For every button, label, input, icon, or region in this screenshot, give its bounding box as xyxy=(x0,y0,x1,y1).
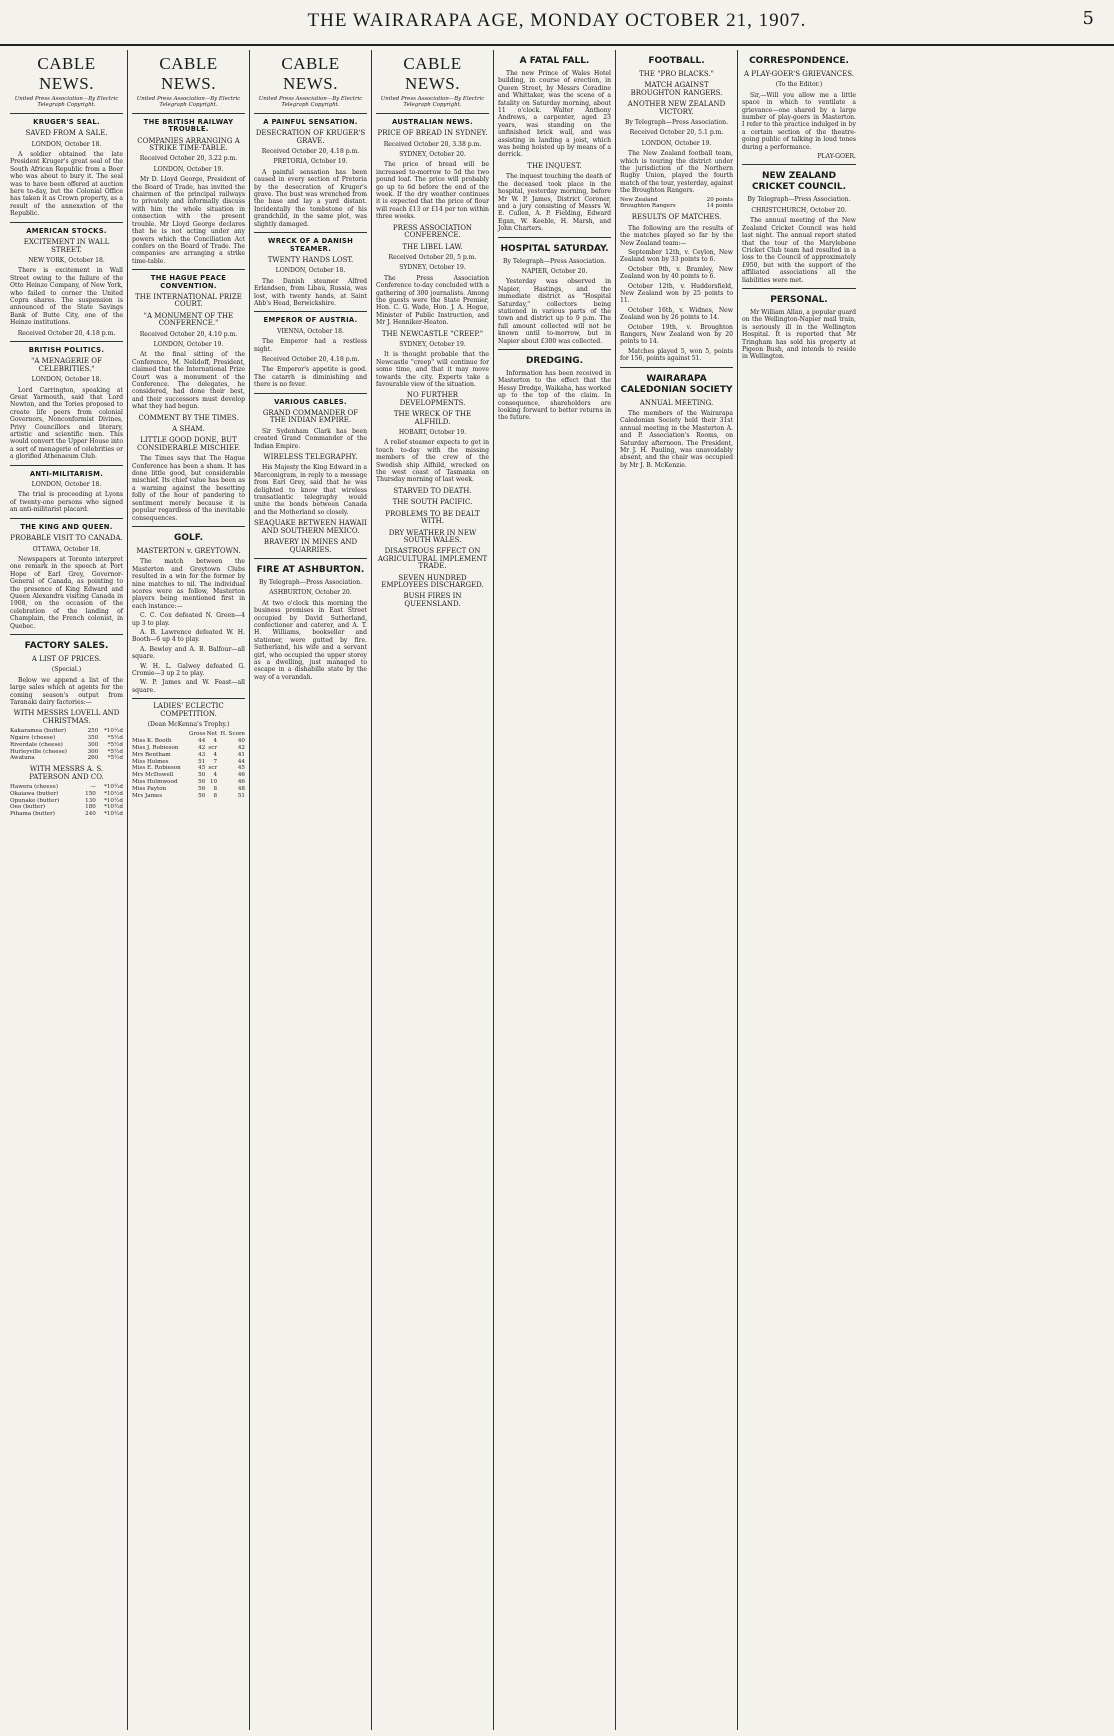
article-text: Lord Carrington, speaking at Great Yarmouth, said that Lord Newton, and the Tories proposed to create life peers from colonial Governors, Nonconformist Divines, Privy Councillors and literary, artistic and scientific men. This would convert the Upper House into a sort of menagerie of celebrities or a glorified Athenaeum Club. xyxy=(10,386,123,461)
article-subheading: NO FURTHER DEVELOPMENTS. xyxy=(399,391,466,407)
article-text: The match between the Masterton and Greytown Clubs resulted in a win for the former by nine matches to nil. The individual scores were as follow, Masterton players being mentioned first in each instance:— xyxy=(132,558,245,610)
article-heading: WAIRARAPA CALEDONIAN SOCIETY xyxy=(620,373,733,395)
golf-result: W. P. James and W. Feast—all square. xyxy=(132,679,245,694)
received-line: Received October 20, 5 p.m. xyxy=(388,253,477,261)
article-subheading: A LIST OF PRICES. xyxy=(31,654,102,663)
received-line: Received October 20, 5.1 p.m. xyxy=(629,129,724,137)
article-heading: PERSONAL. xyxy=(770,294,828,305)
article-heading: THE BRITISH RAILWAY TROUBLE. xyxy=(143,117,234,134)
received-line: Received October 20, 3.38 p.m. xyxy=(383,140,482,148)
column-title: CABLE NEWS. xyxy=(37,54,96,93)
article-subheading: RESULTS OF MATCHES. xyxy=(631,213,722,222)
table-row: Mrs James 50 8 51 xyxy=(132,792,245,799)
table-row: Riverdale (cheese) 300 *5½d xyxy=(10,741,123,748)
table-header: Gross Net H. Score xyxy=(189,731,245,738)
article-text: There is excitement in Wall Street owing to the failure of the Otto Heinze Company, of New York, who failed to corner the United Copra shares. The suspension is announced of the State Savings Bank of Butte City, one of the Heinze institutions. xyxy=(10,267,123,327)
match-result: September 12th, v. Ceylon, New Zealand won by 33 points to 6. xyxy=(620,248,733,264)
dateline: HOBART, October 19. xyxy=(398,429,467,437)
dateline: LONDON, October 19. xyxy=(641,139,712,147)
received-line: Received October 20, 4.18 p.m. xyxy=(17,329,116,337)
article-heading: AUSTRALIAN NEWS. xyxy=(392,117,473,126)
table-row: Miss Holmes 51 7 44 xyxy=(132,758,245,765)
article-text: Sir Sydenham Clark has been created Grand Commander of the Indian Empire. xyxy=(254,427,367,450)
article-heading: FIRE AT ASHBURTON. xyxy=(256,564,365,575)
table-row: New Zealand 20 points xyxy=(620,196,733,203)
article-text: Below we append a list of the large sales which at agents for the coming season's output from Taranaki dairy factories:— xyxy=(10,676,123,706)
ladies-score-table xyxy=(132,731,245,799)
article-text: The Emperor's appetite is good. The catarrh is diminishing and there is no fever. xyxy=(254,366,367,389)
dateline: SYDNEY, October 20. xyxy=(399,151,466,159)
article-heading: ANTI-MILITARISM. xyxy=(29,469,104,478)
dateline: CHRISTCHURCH, October 20. xyxy=(751,206,847,214)
column-credit: United Press Association—By Electric Telegraph Copyright. xyxy=(258,96,363,109)
dateline: LONDON, October 18. xyxy=(275,267,346,275)
article-text: The price of bread will be increased to-morrow to 5d the two pound loaf. The price will probably go up to 6d before the end of the week. If the dry weather continues it is expected that the price of flour will reach £13 or £14 per ton within three weeks. xyxy=(376,161,489,221)
article-text: A soldier obtained the late President Kruger's great seal of the South African Republic from a Boer who was about to bury it. The seal was to have been offered at auction here to-day, but the Colonial Office has taken it as Crown property, as a result of the annexation of the Republic. xyxy=(10,151,123,218)
received-line: Received October 20, 4.18 p.m. xyxy=(261,148,360,156)
letter-address: (To the Editor.) xyxy=(775,81,823,89)
article-text: A painful sensation has been caused in every section of Pretoria by the desecration of Kruger's grave. The bust was wrenched from the base and lay a yard distant. Incidentally the tombstone of his grandchild, in the same plot, was slightly damaged. xyxy=(254,168,367,228)
article-subheading: A SHAM. xyxy=(172,425,205,434)
article-heading: HOSPITAL SATURDAY. xyxy=(500,243,609,254)
golf-result: A. B. Lawrence defeated W. H. Booth—6 up 4 to play. xyxy=(132,628,245,644)
dateline: LONDON, October 18. xyxy=(31,140,102,148)
article-subheading: STARVED TO DEATH. xyxy=(393,486,472,495)
article-text: The New Zealand football team, which is touring the district under the jurisdiction of the Northern Rugby Union, played the fourth match of the tour, yesterday, against the Broughton Rangers. xyxy=(620,150,733,195)
article-text: At two o'clock this morning the business premises in East Street occupied by David Sutherland, confectioner and caterer, and A. T. H. Williams, bookseller and stationer, were gutted by fire. Sutherland, his wife and a servant girl, who occupied the upper storey as a dwelling, just managed to escape in a dishabille state by the way of a verandah. xyxy=(254,599,367,681)
article-subheading: THE INQUEST. xyxy=(527,161,582,170)
received-line: Received October 20, 3.22 p.m. xyxy=(139,155,238,163)
article-heading: EMPEROR OF AUSTRIA. xyxy=(263,316,358,325)
article-text: The Emperor had a restless night. xyxy=(254,338,367,353)
column-7 xyxy=(738,50,860,1730)
score-table xyxy=(620,197,733,211)
column-title: CABLE NEWS. xyxy=(403,54,462,93)
article-heading: NEW ZEALAND CRICKET COUNCIL. xyxy=(751,171,847,193)
masthead-title: THE WAIRARAPA AGE, MONDAY OCTOBER 21, 1907. xyxy=(307,10,807,31)
article-subheading: "A MONUMENT OF THE CONFERENCE." xyxy=(143,311,234,328)
table-row: Broughton Rangers 14 points xyxy=(620,203,733,210)
received-line: Received October 20, 4.10 p.m. xyxy=(139,330,238,338)
table-row: Kakaramea (butter) 250 *10½d xyxy=(10,728,123,735)
table-row: Opunake (butter) 130 *10½d xyxy=(10,797,123,804)
match-result: October 19th, v. Broughton Rangers, New Zealand won by 20 points to 14. xyxy=(620,323,733,346)
table-row: Mrs Bentham 43 4 41 xyxy=(132,751,245,758)
article-heading: A PAINFUL SENSATION. xyxy=(263,117,358,126)
table-row: Miss E. Robieson 45 scr 45 xyxy=(132,765,245,772)
article-subheading: TWENTY HANDS LOST. xyxy=(267,255,354,264)
article-text: Mr D. Lloyd George, President of the Board of Trade, has invited the chairmen of the principal railways to privately and informally discuss with him the whole situation in connection with the present trouble. Mr Lloyd George declares that he is not acting under any powers which the Conciliation Act confers on the Board of Trade. The companies are arranging a strike time-table. xyxy=(132,176,245,265)
signature: PLAY-GOER. xyxy=(817,153,856,161)
article-subheading: THE WRECK OF THE ALFHILD. xyxy=(393,410,472,426)
article-subheading: ANNUAL MEETING. xyxy=(639,398,714,407)
article-subheading: THE "PRO BLACKS." xyxy=(639,70,714,78)
article-subheading: MASTERTON v. GREYTOWN. xyxy=(136,546,241,555)
dateline: VIENNA, October 18. xyxy=(277,327,344,335)
article-text: The Times says that The Hague Conference has been a sham. It has done little good, but considerable mischief. Its chief value has been as a warning against the besetting folly of the hour of pandering to sentiment merely because it is popular regardless of the inevitable consequences. xyxy=(132,455,245,522)
match-total: Matches played 5, won 5, points for 156, points against 51. xyxy=(620,347,733,363)
article-subheading: GRAND COMMANDER OF THE INDIAN EMPIRE. xyxy=(262,409,359,425)
article-heading: AMERICAN STOCKS. xyxy=(26,226,107,235)
byline: By Telegraph—Press Association. xyxy=(502,257,607,265)
article-subheading: DISASTROUS EFFECT ON AGRICULTURAL IMPLEMENT TRADE. xyxy=(377,547,488,571)
article-subheading: THE INTERNATIONAL PRIZE COURT. xyxy=(135,292,242,309)
article-text: Sir,—Will you allow me a little space in which to ventilate a grievance—one shared by a large number of play-goers in Masterton. I refer to the practice indulged in by a certain section of the theatre-going public of talking in loud tones during a performance. xyxy=(742,91,856,151)
article-heading: THE KING AND QUEEN. xyxy=(20,522,113,531)
dateline: PRETORIA, October 19. xyxy=(273,158,348,166)
table-row: Miss J. Robieson 42 scr 42 xyxy=(132,745,245,752)
article-heading: KRUGER'S SEAL. xyxy=(33,117,100,126)
table-row: Awatuna 260 *5½d xyxy=(10,755,123,762)
article-text: The Danish steamer Alfred Erlandsen, from Libau, Russia, was lost, with twenty hands, at Saint Abb's Head, Berwickshire. xyxy=(254,277,367,307)
article-text: Information has been received in Masterton to the effect that the Hessy Dredge, Waikaha, has worked up to the top of the claim. In consequence, shareholders are looking forward to better returns in the future. xyxy=(498,370,611,422)
article-subheading: SEAQUAKE BETWEEN HAWAII AND SOUTHERN MEXICO. xyxy=(254,519,367,535)
table-row: Miss K. Booth 44 4 40 xyxy=(132,738,245,745)
table-row: Pihama (butter) 240 *10½d xyxy=(10,811,123,818)
dateline: LONDON, October 19. xyxy=(153,165,224,173)
article-subheading: SEVEN HUNDRED EMPLOYEES DISCHARGED. xyxy=(381,573,484,589)
article-subheading: MATCH AGAINST BROUGHTON RANGERS. xyxy=(630,81,723,97)
article-subheading: THE NEWCASTLE "CREEP." xyxy=(381,329,484,338)
byline: By Telegraph—Press Association. xyxy=(624,119,729,127)
dateline: LONDON, October 18. xyxy=(31,481,102,489)
article-heading: FOOTBALL. xyxy=(648,56,705,66)
match-result: October 9th, v. Bramley, New Zealand won by 40 points to 6. xyxy=(620,265,733,281)
dateline: ASHBURTON, October 20. xyxy=(269,589,352,597)
article-subheading: BRAVERY IN MINES AND QUARRIES. xyxy=(263,538,358,554)
article-heading: WRECK OF A DANISH STEAMER. xyxy=(267,237,354,253)
article-heading: VARIOUS CABLES. xyxy=(274,397,347,406)
article-heading: GOLF. xyxy=(173,532,204,543)
column-title: CABLE NEWS. xyxy=(281,54,340,93)
article-subheading: PROBLEMS TO BE DEALT WITH. xyxy=(385,509,480,526)
column-title: CABLE NEWS. xyxy=(159,54,218,93)
article-text: His Majesty the King Edward in a Marconigram, in reply to a message from Earl Grey, said that he was delighted to know that wireless transatlantic telegraphy would unite the bonds between Canada and the Motherland so closely. xyxy=(254,464,367,516)
article-heading: BRITISH POLITICS. xyxy=(28,345,105,354)
article-text: Mr William Allan, a popular guard on the Wellington-Napier mail train, is seriously ill in the Wellington Hospital. It is reported that Mr Tringham has sold his property at Pigeon Bush, and intends to reside in Wellington. xyxy=(742,308,856,361)
byline: By Telegraph—Press Association. xyxy=(258,578,363,586)
article-text: At the final sitting of the Conference, M. Nelidoff, President, claimed that the International Prize Court was a monument of the Conference. The delegates, he considered, had done their best, and their successors must develop what they had begun. xyxy=(132,351,245,411)
article-heading: DREDGING. xyxy=(525,356,584,366)
sales-table xyxy=(10,728,123,762)
article-subheading: (Dean McKenna's Trophy.) xyxy=(147,721,230,729)
table-row: Hawera (cheese) — *10½d xyxy=(10,784,123,791)
match-result: October 12th, v. Huddersfield, New Zealand won by 25 points to 11. xyxy=(620,282,733,305)
article-subheading: ANOTHER NEW ZEALAND VICTORY. xyxy=(627,100,726,116)
table-row: Okaiawa (butter) 150 *10½d xyxy=(10,790,123,797)
column-credit: United Press Association—By Electric Telegraph Copyright. xyxy=(136,96,241,109)
column-4 xyxy=(372,50,494,1730)
dateline: OTTAWA, October 18. xyxy=(32,545,101,553)
page-number: 5 xyxy=(1082,8,1094,29)
column-6 xyxy=(616,50,738,1730)
dateline: SYDNEY, October 19. xyxy=(399,340,466,348)
article-subheading: PRESS ASSOCIATION CONFERENCE. xyxy=(392,223,473,240)
dateline: SYDNEY, October 19. xyxy=(399,264,466,272)
article-subheading: COMPANIES ARRANGING A STRIKE TIME-TABLE. xyxy=(137,136,240,153)
dateline: NAPIER, October 20. xyxy=(521,267,588,275)
article-heading: CORRESPONDENCE. xyxy=(749,56,849,66)
column-3 xyxy=(250,50,372,1730)
golf-result: A. Bewley and A. B. Balfour—all square. xyxy=(132,645,245,661)
table-row: Hurleyville (cheese) 300 *5½d xyxy=(10,748,123,755)
article-text: The inquest touching the death of the deceased took place in the hospital, yesterday morning, before Mr W. P. James, District Coroner, and a jury consisting of Messrs W. E. Cullen, A. P. Fielding, Edward Egan, W. Keeble, H. Marsh, and John Charters. xyxy=(498,173,611,233)
dateline: NEW YORK, October 18. xyxy=(28,256,105,264)
column-1 xyxy=(6,50,128,1730)
article-subheading: THE LIBEL LAW. xyxy=(402,242,463,251)
article-subheading: WIRELESS TELEGRAPHY. xyxy=(263,453,358,462)
golf-result: W. H. L. Galwey defeated G. Cromie—3 up 2 to play. xyxy=(132,662,245,677)
table-row: Ngaire (cheese) 350 *5½d xyxy=(10,735,123,742)
byline: By Telegraph—Press Association. xyxy=(747,196,851,204)
column-grid xyxy=(6,50,1108,1730)
article-subheading: PROBABLE VISIT TO CANADA. xyxy=(10,534,123,543)
article-heading: A FATAL FALL. xyxy=(519,56,590,66)
dateline: LONDON, October 18. xyxy=(31,376,102,384)
article-heading: FACTORY SALES. xyxy=(24,640,109,651)
masthead xyxy=(0,0,1114,46)
sales-table xyxy=(10,784,123,818)
article-subheading: DRY WEATHER IN NEW SOUTH WALES. xyxy=(388,528,477,544)
article-subheading: A PLAY-GOER'S GRIEVANCES. xyxy=(743,70,855,78)
special-note: (Special.) xyxy=(51,666,82,674)
article-text: Newspapers at Toronto interpret one remark in the speech at Port Hope of Earl Grey, Governor-General of Canada, as pointing to the presence of King Edward and Queen Alexandra visiting Canada in 1908, on the occasion of the celebration of the landing of Champlain, the French colonist, in Quebec. xyxy=(10,555,123,630)
article-heading: THE HAGUE PEACE CONVENTION. xyxy=(150,274,227,290)
article-subheading: LADIES' ECLECTIC COMPETITION. xyxy=(153,702,224,718)
article-text: The new Prince of Wales Hotel building, in course of erection, in Queen Street, by Messrs Coradine and Whittaker, was the scene of a fatality on Saturday morning, about 11 o'clock. Walter Anthony Andrews, a carpenter, aged 23 years, was standing on the unfinished brick wall, and was assisting in landing a joist, which was being hoisted up by means of a derrick. xyxy=(498,70,611,159)
dateline: LONDON, October 19. xyxy=(153,340,224,348)
article-subheading: PRICE OF BREAD IN SYDNEY. xyxy=(377,129,488,138)
article-text: The annual meeting of the New Zealand Cricket Council was held last night. The annual report stated that the tour of the Marylebone Cricket Club team had resulted in a loss to the Council of approximately £950, but with the support of the affiliated associations all the liabilities were met. xyxy=(742,217,856,284)
article-text: The members of the Wairarapa Caledonian Society held their 31st annual meeting in the Masterton A. and P. Association's Rooms, on Saturday afternoon. The President, Mr J. H. Pauling, was unavoidably absent, and the chair was occupied by Mr J. B. McKenzie. xyxy=(620,410,733,469)
article-subheading: BUSH FIRES IN QUEENSLAND. xyxy=(403,592,462,608)
firm-heading: WITH MESSRS A. S. PATERSON AND CO. xyxy=(29,765,104,781)
article-subheading: LITTLE GOOD DONE, BUT CONSIDERABLE MISCHIEF. xyxy=(136,436,240,452)
article-subheading: EXCITEMENT IN WALL STREET. xyxy=(23,238,110,254)
article-text: It is thought probable that the Newcastle "creep" will continue for some time, and that it may move towards the city. Experts take a favourable view of the situation. xyxy=(376,351,489,388)
article-text: A relief steamer expects to get in touch to-day with the missing members of the crew of the Swedish ship Alfhild, wrecked on the west coast of Tasmania on Thursday morning of last week. xyxy=(376,439,489,484)
table-row: Mrs McDowell 50 4 46 xyxy=(132,772,245,779)
column-credit: United Press Association—By Electric Telegraph Copyright. xyxy=(380,96,485,109)
received-line: Received October 20, 4.18 p.m. xyxy=(261,355,360,363)
column-2 xyxy=(128,50,250,1730)
table-row: Oeo (butter) 180 *10½d xyxy=(10,804,123,811)
article-text: The trial is proceeding at Lyons of twenty-one persons who signed an anti-militarist placard. xyxy=(10,491,123,514)
firm-heading: WITH MESSRS LOVELL AND CHRISTMAS. xyxy=(13,709,120,725)
article-text: The following are the results of the matches played so far by the New Zealand team:— xyxy=(620,224,733,247)
table-row: Miss Holmwood 56 10 46 xyxy=(132,779,245,786)
table-row: Miss Payton 56 8 48 xyxy=(132,785,245,792)
article-text: Yesterday was observed in Napier, Hastings, and the immediate district as "Hospital Saturday," collectors being stationed in various parts of the town and district up to 9 p.m. The full amount collected will not be known until to-morrow, but in Napier about £300 was collected. xyxy=(498,278,611,345)
golf-result: C. C. Cox defeated N. Green—4 up 3 to play. xyxy=(132,612,245,627)
article-subheading: COMMENT BY THE TIMES. xyxy=(138,413,239,422)
article-subheading: SAVED FROM A SALE. xyxy=(25,129,108,138)
column-5 xyxy=(494,50,616,1730)
article-subheading: THE SOUTH PACIFIC. xyxy=(392,498,473,507)
match-result: October 16th, v. Widnes, New Zealand won by 26 points to 14. xyxy=(620,306,733,322)
article-text: The Press Association Conference to-day concluded with a gathering of 300 journalists. Among the guests were the State Premier, Hon. C. G. Wade, Hon. J. A. Hogue, Minister of Public Instruction, and Mr J. Henniker-Heaton. xyxy=(376,274,489,327)
column-credit: United Press Association—By Electric Telegraph Copyright. xyxy=(14,96,119,109)
article-subheading: "A MENAGERIE OF CELEBRITIES." xyxy=(31,357,102,373)
article-subheading: DESECRATION OF KRUGER'S GRAVE. xyxy=(255,129,366,145)
